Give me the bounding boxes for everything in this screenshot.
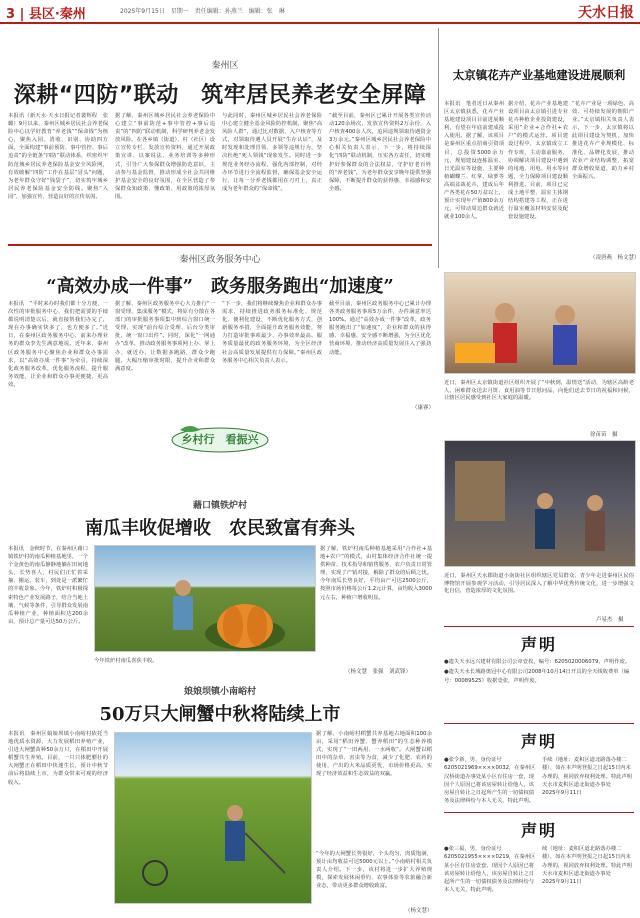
article4-title: 南瓜丰收促增收 农民致富有奔头: [85, 518, 355, 539]
section-divider: [8, 244, 432, 246]
column-divider: [438, 28, 439, 268]
article1-col4: “截至目前，秦州区已累计开展各类宣传活动120余场次，发放宣传资料2万余份，入户核查400余人次，追回违规领取待遇资金3万余元。”秦州区城乡居民社会养老保险中心相关负责人表示，下一步，将持续深化“四防”联动机制，压实各方责任，切实维护好参保群众的合法权益，守护好老百姓的“养老钱”，为老年群众安享晚年提供坚强保障，不断提升群众的获得感、幸福感和安全感。: [329, 113, 431, 192]
page-header: [0, 0, 640, 24]
newspaper-logo: 天水日报: [578, 5, 634, 21]
article3-title: “高效办成一件事” 政务服务跑出“加速度”: [46, 276, 394, 297]
declaration-block-2: [444, 812, 634, 895]
article1-col3: 与此同时，秦州区城乡居民社会养老保险中心建立健全基金风险防控机制，聚焦“高风险人群”，通过比对数据、入户核查等方式，对领取待遇人员开展“生存认证”，及时发现和处理冒领、多领等违规行为，坚决杜绝“死人领钱”现象发生。同时进一步规范业务经办流程，强化内部控制，对经办环节进行全流程监督，确保基金安全运行，让每一分养老钱都用在刀刃上，真正成为老年群众的“保命钱”。: [222, 113, 322, 192]
article1-col1: 本报讯（新天水·天水日报记者裴辉程 张璐）9月以来，秦州区城乡居民社会养老保险中心以学好教育“养老钱”“保命钱”为核心，聚焦入园、清收、识别、协助四方面，全面构建“事前预防、事中管控、事后追责”的全链条“四防”联动体系，织密织牢防范城乡居民养老保险基金安全风险网，有效破解“四防”工作在基层“冒头”问题，为老年群众守好“钱袋子”，切实筑牢城乡居民养老保险基金安全防线。聚焦“入园”，加强宣传，营造良好的宣传氛围。: [8, 113, 108, 200]
declaration-block-1: [444, 723, 634, 806]
notice-item-2: ●遗失天水长城路奥冠中心有限公司2008年10月14日开具的全天线收费单（编号：00089525）收据壹张，声明作废。: [444, 669, 630, 684]
article2-col1: 本报讯 笔者近日从秦州区太京镇获悉，花卉产业基地建设项目目前进展顺利，有望在年底前建成投入使用。据了解，该项目是秦州区重点招商引资项目，总投资5000余万元，规划建设连栋温室、日光温室等设施，主要种植蝴蝶兰、红掌、绿萝等高端盆栽花卉，建成后年产各类花卉50万盆以上，预计实现年产值800余万元，可带动周边群众就近就业100余人。: [444, 101, 504, 221]
page-section-label: 3 | 县区·秦州: [6, 7, 86, 22]
photo-top-caption: 近日，秦州区太京镇街道社区组织开展了“中秋到，温情送”活动，为辖区高龄老人、困难群众送去月饼、食用油等节日慰问品，向他们送去节日的祝福和问候，让辖区居民感受到社区大家庭的温暖。: [444, 380, 634, 402]
declaration-left-2: ●张三福，男，身份证号6205021955××××0219，在秦州区某小区有住房壹套，现因个人原因已将该房屋转让给他人，该房屋自转让之日起所产生的一切债权债务及法律纠纷与本人无关，特此声明。: [444, 846, 536, 894]
photo-mid-signature: 卢易杰 摄: [596, 617, 624, 623]
rural-revitalization-banner: [170, 420, 270, 454]
pumpkin-harvest-photo: [94, 545, 316, 652]
article3-col1: 本报讯 “平时来办时我们都十分方便，一次性的审批服务中心，我们把需要的手续都说明清楚以后，就直接帮我们办完了，现在办事确实快多了，也方便多了。”近日，在秦州区政务服务中心，前来办理业务的群众李先生满意地说。近年来，秦州区政务服务中心聚焦企业和群众办事需求，以“高效办成一件事”为牵引，持续深化政务服务改革，优化服务流程，提升服务效能，让企业和群众办事更便捷、更高效。: [8, 301, 108, 388]
community-mooncake-photo: [444, 272, 636, 374]
article5-signature: （杨文慧）: [405, 908, 433, 914]
article4-kicker: 藉口镇铁炉村: [192, 501, 247, 511]
article4-col1: 本报讯 金秋时节，在秦州区藉口镇铁炉村的南瓜种植基地里，一个个金黄色的南瓜静静地躺在田间地头，长势喜人，村民们正忙着采摘、搬运、装车，到处是一派繁忙的丰收景象。今年，铁炉村积极探索特色产业发展路子，结合当地土壤、气候等条件，引导群众发展南瓜种植产业，种植面积达200余亩，预计总产量可达50万公斤。: [8, 546, 88, 625]
article1-kicker: 秦州区: [211, 61, 239, 71]
notice-title-2: 声明: [520, 732, 557, 751]
article1-title: 深耕“四防”联动 筑牢居民养老安全屏障: [13, 83, 427, 108]
article3-signature: （康睿）: [412, 405, 435, 411]
photo-top-signature: 徐苗苗 摄: [590, 432, 618, 438]
notice-item-1: ●遗失天水远兴建材有限公司公章壹枚，编号：6205020006079，声明作废。: [444, 659, 631, 665]
article3-col4: 截至目前，秦州区政务服务中心已累计办理各类政务服务事项5万余件，办件满意率达100%。通过“高效办成一件事”改革，政务服务跑出了“加速度”，企业和群众的获得感、幸福感、安全感不断增强，为全区优化营商环境、推动经济高质量发展注入了强劲动能。: [329, 301, 431, 356]
article5-title: 50万只大闸蟹中秋将陆续上市: [99, 704, 341, 725]
article3-col2: 据了解，秦州区政务服务中心大力推行“一窗受理、集成服务”模式，将原有分散在各部门的审批服务事项集中到综合窗口统一受理，实现“前台综合受理、后台分类审批、统一窗口出件”。同时，深化“一网通办”改革，推动政务服务事项网上办、掌上办、就近办，让数据多跑路，群众少跑腿，大幅压缩审批时限，提升企业和群众满意度。: [115, 301, 215, 372]
article1-col2: 据了解，秦州区城乡居民社会养老保险中心建立“事前防范+事中管控+事后追责”的“四防”联动机制，科学研判养老金发放风险。在各乡镇（街道）、村（社区）设立宣传专栏、发放宣传资料，通过开展政策宣讲、以案说法、业务培训等多种形式，引导广大参保群众增强防范意识，主动参与基金监督，推动形成全社会共同维护基金安全的良好氛围，在全区营造了参保群众知政策、懂政策、用政策的浓厚氛围。: [115, 113, 215, 200]
banner-text: 乡村行 看振兴: [181, 433, 259, 446]
notice-title-3: 声明: [520, 821, 557, 840]
article2-col3: “花卉产业是一项绿色、高效、可持续发展的朝阳产业。”太京镇相关负责人表示，下一步，太京镇将以此项目建设为契机，加快推进花卉产业规模化、标准化、品牌化发展，推动农业产业结构调整，拓宽群众增收渠道，助力乡村全面振兴。: [572, 101, 634, 180]
museum-visit-photo: [444, 440, 636, 567]
declaration-right-1: 手续（地址：麦积区道北路落办楼二楼），如在本声明登报之日起15日内未办理的，视同放弃权利处理。特此声明 天水市麦积区道北街道办事处 2025年9月11日: [542, 757, 633, 797]
issue-meta: 2025年9月15日 星期一 责任编辑：孙燕兰 编辑：张 琳: [120, 8, 285, 15]
article2-signature: （凌唐燕 杨文慧）: [590, 255, 640, 261]
article2-title: 太京镇花卉产业基地建设进展顺利: [452, 68, 626, 82]
declaration-left-1: ●张令新，男，身份证号6205021969××××0032，在秦州区汉桥街道办事处某小区有住房一套，现因个人原因已将该房屋转让给他人，该房屋自转让之日起所产生的一切债权债务及法律纠纷与本人无关，特此声明。: [444, 757, 536, 805]
notices-block: [444, 626, 634, 685]
notice-title-1: 声明: [520, 635, 557, 654]
article4-photo-caption: 今年铁炉村南瓜喜获丰收。: [94, 658, 158, 665]
article2-col2: 据介绍，花卉产业基地建设项目由太京镇引进专业花卉种植企业投资建设，采用“企业+合作社+农户”的模式运营。项目建设过程中，太京镇成立工作专班，主动靠前服务，协调解决项目建设中遇到的用地、用电、用水等问题，全力保障项目建设顺利推进。目前，项目已完成土地平整、温室主体钢结构搭建等工程，正在进行温室覆盖材料安装及配套设施建设。: [508, 101, 568, 221]
photo-mid-caption: 近日，秦州区天水郡街道小南街社区组织辖区党员群众、青少年走进秦州区民俗博物馆开展参观学习活动，引导居民深入了解中华优秀传统文化，进一步增强文化自信，营造浓厚的文化氛围。: [444, 573, 634, 595]
article3-col3: “下一步，我们将继续聚焦企业和群众办事需求，持续推进政务服务标准化、规范化、便利化建设，不断优化服务方式，创新服务举措，全面提升政务服务效能，努力打造审批事项最少、办事效率最高、服务质量最优的政务服务环境，为全区经济社会高质量发展提供有力保障。”秦州区政务服务中心相关负责人表示。: [222, 301, 322, 364]
crab-farming-photo: [114, 732, 312, 904]
article5-col2: 据了解，小南峪村稻蟹共养基地占地面积100余亩，采用“稻田养蟹、蟹养稻田”的生态种养模式，实现了“一田两用、一水两收”。大闸蟹以稻田中的杂草、害虫等为食，减少了化肥、农药的使用，产出的大米品质更优，市场价格更高，实现了经济效益和生态效益的双赢。: [316, 731, 432, 778]
article4-col2: 据了解，铁炉村南瓜种植基地采用“合作社+基地+农户”的模式，由村集体经济合作社统一提供种苗、技术指导和销售服务，农户负责日常管理，实现了产销对接，解除了群众的后顾之忧。今年南瓜长势良好，平均亩产可达2500公斤，按照市场价格每公斤1.2元计算，亩均收入3000元左右，种植户增收明显。: [320, 546, 432, 601]
article4-signature: （杨文慧 张强 刘武锋）: [345, 669, 412, 675]
article5-col3: “今年的大闸蟹长势很好，个头均匀，肉质饱满，预计亩均收益可达5000元以上。”小南峪村相关负责人介绍。下一步，该村将进一步扩大养殖规模，探索发展休闲垂钓、农事体验等农旅融合新业态，带动更多群众增收致富。: [316, 851, 432, 890]
article5-kicker: 娘娘坝镇小南峪村: [183, 687, 256, 697]
article3-kicker: 秦州区政务服务中心: [179, 255, 261, 265]
declaration-right-2: 续（地址：麦积区道北路落办楼二楼），如在本声明登报之日起15日内未办理的，视同放弃权利处理。特此声明 天水市麦积区道北街道办事处 2025年9月11日: [542, 846, 633, 886]
article5-col1: 本报讯 秦州区娘娘坝镇小南峪村依托当地优质水资源，大力发展稻田养殖产业，引进大闸蟹苗种50余万只，在稻田中开展稻蟹共生养殖。目前，一只只体肥膘壮的大闸蟹正在稻田中快速生长，预计中秋节前后将陆续上市，为群众带来可观的经济收入。: [8, 731, 108, 786]
